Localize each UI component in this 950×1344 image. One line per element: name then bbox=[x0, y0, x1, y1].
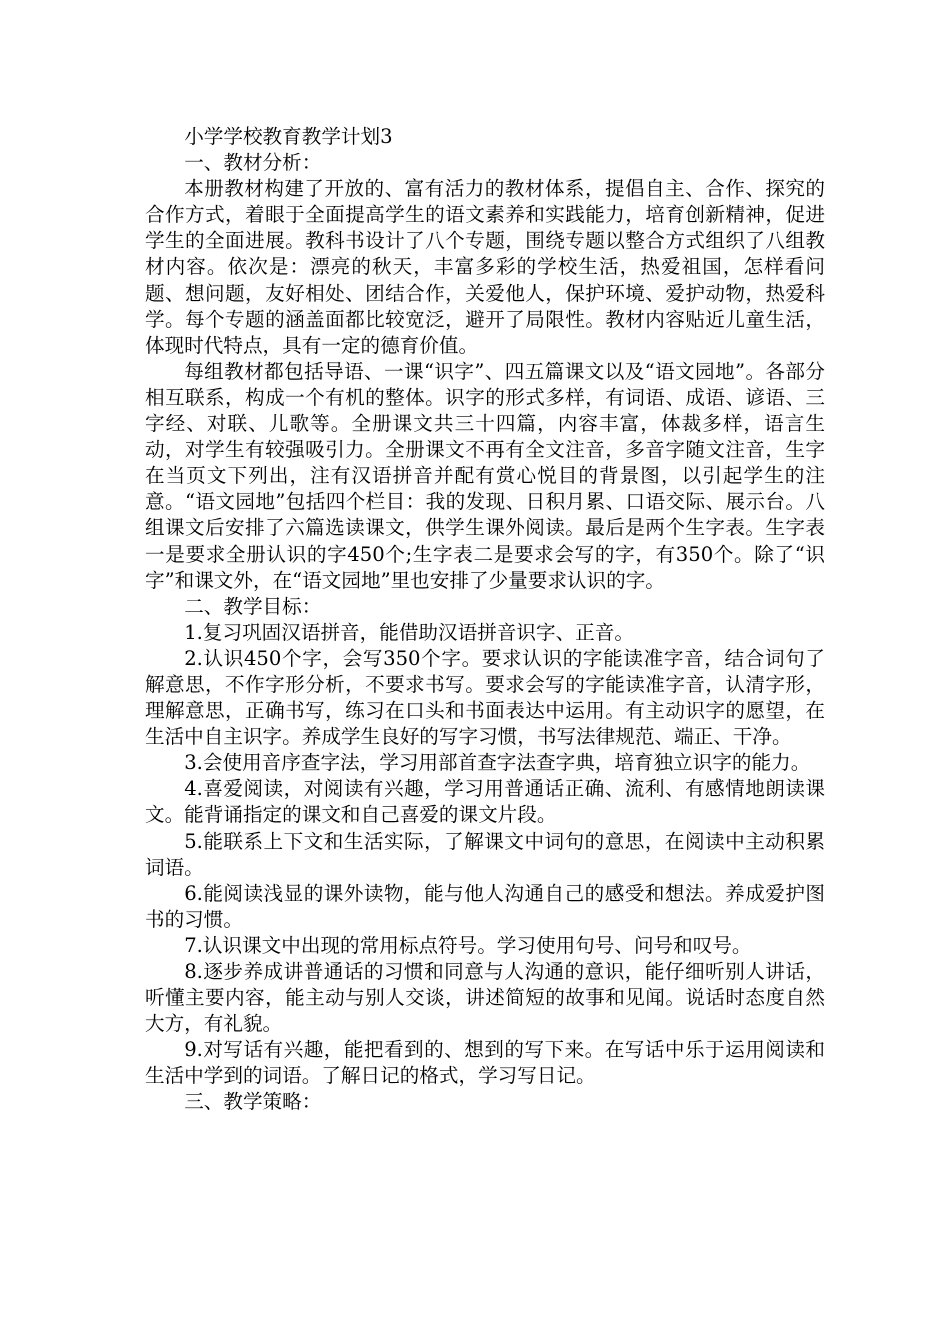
paragraph-textbook-overview: 本册教材构建了开放的、富有活力的教材体系，提倡自主、合作、探究的合作方式，着眼于全面提高学生的语文素养和实践能力，培育创新精神，促进学生的全面进展。教科书设计了八个专题，围绕专题以整合方式组织了八组教材内容。依次是：漂亮的秋天，丰富多彩的学校生活，热爱祖国，怎样看问题、想问题，友好相处、团结合作，关爱他人，保护环境、爱护动物，热爱科学。每个专题的涵盖面都比较宽泛，避开了局限性。教材内容贴近儿童生活，体现时代特点，具有一定的德育价值。 bbox=[145, 177, 825, 357]
document-title: 小学学校教育教学计划3 bbox=[184, 125, 393, 148]
document-page bbox=[145, 124, 825, 1116]
goal-item-2: 2.认识450个字，会写350个字。要求认识的字能读准字音，结合词句了解意思，不作字形分析，不要求书写。要求会写的字能读准字音，认清字形，理解意思，正确书写，练习在口头和书面表达中运用。有主动识字的愿望，在生活中自主识字。养成学生良好的写字习惯，书写法律规范、端正、干净。 bbox=[145, 646, 825, 749]
goal-item-8: 8.逐步养成讲普通话的习惯和同意与人沟通的意识，能仔细听别人讲话，听懂主要内容，能主动与别人交谈，讲述简短的故事和见闻。说话时态度自然大方，有礼貌。 bbox=[145, 960, 825, 1036]
goal-item-9: 9.对写话有兴趣，能把看到的、想到的写下来。在写话中乐于运用阅读和生活中学到的词语。了解日记的格式，学习写日记。 bbox=[145, 1038, 825, 1088]
goal-item-5: 5.能联系上下文和生活实际，了解课文中词句的意思，在阅读中主动积累词语。 bbox=[145, 829, 825, 879]
paragraph-textbook-structure: 每组教材都包括导语、一课“识字”、四五篇课文以及“语文园地”。各部分相互联系，构成一个有机的整体。识字的形式多样，有词语、成语、谚语、三字经、对联、儿歌等。全册课文共三十四篇，内容丰富，体裁多样，语言生动，对学生有较强吸引力。全册课文不再有全文注音，多音字随文注音，生字在当页文下列出，注有汉语拼音并配有赏心悦目的背景图，以引起学生的注意。“语文园地”包括四个栏目：我的发现、日积月累、口语交际、展示台。八组课文后安排了六篇选读课文，供学生课外阅读。最后是两个生字表。生字表一是要求全册认识的字450个;生字表二是要求会写的字，有350个。除了“识字”和课文外，在“语文园地”里也安排了少量要求认识的字。 bbox=[145, 359, 825, 592]
section-heading-teaching-strategy: 三、教学策略： bbox=[184, 1090, 322, 1114]
goal-item-6: 6.能阅读浅显的课外读物，能与他人沟通自己的感受和想法。养成爱护图书的习惯。 bbox=[145, 881, 825, 931]
section-heading-teaching-goals: 二、教学目标： bbox=[184, 594, 322, 618]
goal-item-4: 4.喜爱阅读，对阅读有兴趣，学习用普通话正确、流利、有感情地朗读课文。能背诵指定的课文和自己喜爱的课文片段。 bbox=[145, 777, 825, 827]
goal-item-7: 7.认识课文中出现的常用标点符号。学习使用句号、问号和叹号。 bbox=[184, 933, 752, 957]
section-heading-textbook-analysis: 一、教材分析： bbox=[184, 151, 322, 175]
goal-item-1: 1.复习巩固汉语拼音，能借助汉语拼音识字、正音。 bbox=[184, 620, 634, 644]
goal-item-3: 3.会使用音序查字法，学习用部首查字法查字典，培育独立识字的能力。 bbox=[184, 751, 811, 775]
